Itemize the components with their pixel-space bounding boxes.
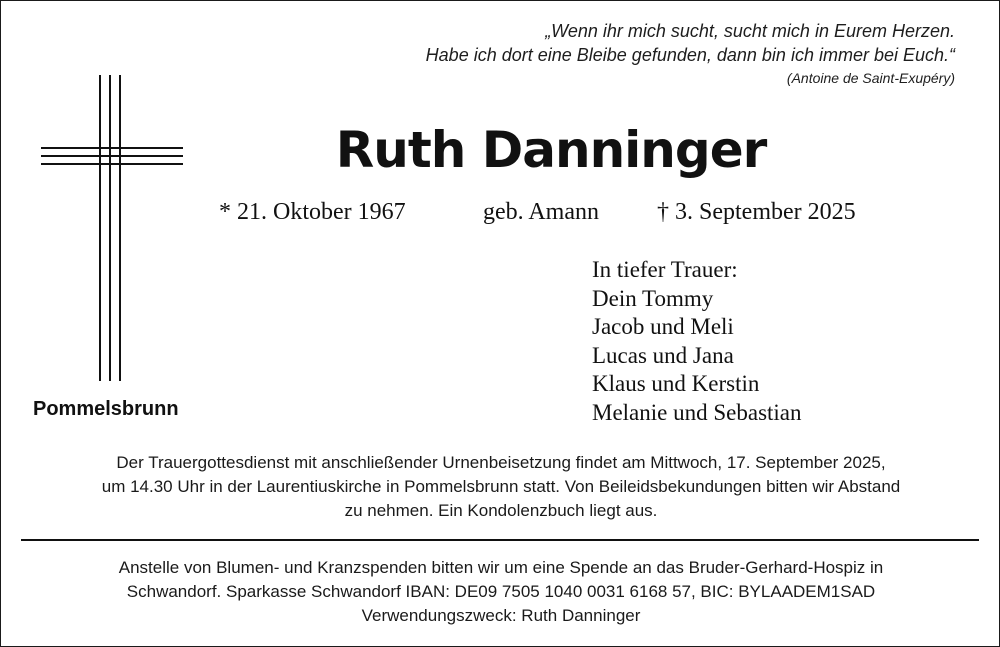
quote-line-2: Habe ich dort eine Bleibe gefunden, dann bin ich immer bei Euch.“ [425,45,955,65]
service-line: zu nehmen. Ein Kondolenzbuch liegt aus. [344,501,658,520]
mourners-intro: In tiefer Trauer: [592,257,738,282]
deceased-name: Ruth Danninger [335,121,767,179]
service-line: um 14.30 Uhr in der Laurentiuskirche in Pommelsbrunn statt. Von Beileidsbekundungen bitten wir Abstand [101,477,901,496]
donation-line: Verwendungszweck: Ruth Danninger [361,606,641,625]
mourner-name: Lucas und Jana [592,342,734,368]
death-date: † 3. September 2025 [657,199,856,225]
divider [21,539,979,541]
mourner-name: Melanie und Sebastian [592,399,802,425]
place-name: Pommelsbrunn [33,398,179,420]
quote-author: (Antoine de Saint-Exupéry) [786,70,955,86]
donation-notice [31,556,971,628]
mourners-list [592,256,802,427]
cross-icon [41,75,183,381]
donation-line: Schwandorf. Sparkasse Schwandorf IBAN: DE09 7505 1040 0031 6168 57, BIC: BYLAADEM1SAD [126,582,876,601]
mourner-name: Klaus und Kerstin [592,371,760,396]
quote-line-1: „Wenn ihr mich sucht, sucht mich in Eurem Herzen. [545,21,955,41]
quote-block [426,19,955,89]
service-line: Der Trauergottesdienst mit anschließender Urnenbeisetzung findet am Mittwoch, 17. September 2025, [116,453,886,472]
donation-line: Anstelle von Blumen- und Kranzspenden bitten wir um eine Spende an das Bruder-Gerhard-Hospiz in [118,558,884,577]
service-announcement [31,451,971,523]
mourner-name: Jacob und Meli [592,314,734,339]
birth-date: * 21. Oktober 1967 [219,199,406,225]
mourner-name: Dein Tommy [592,285,714,311]
maiden-name: geb. Amann [483,199,599,225]
